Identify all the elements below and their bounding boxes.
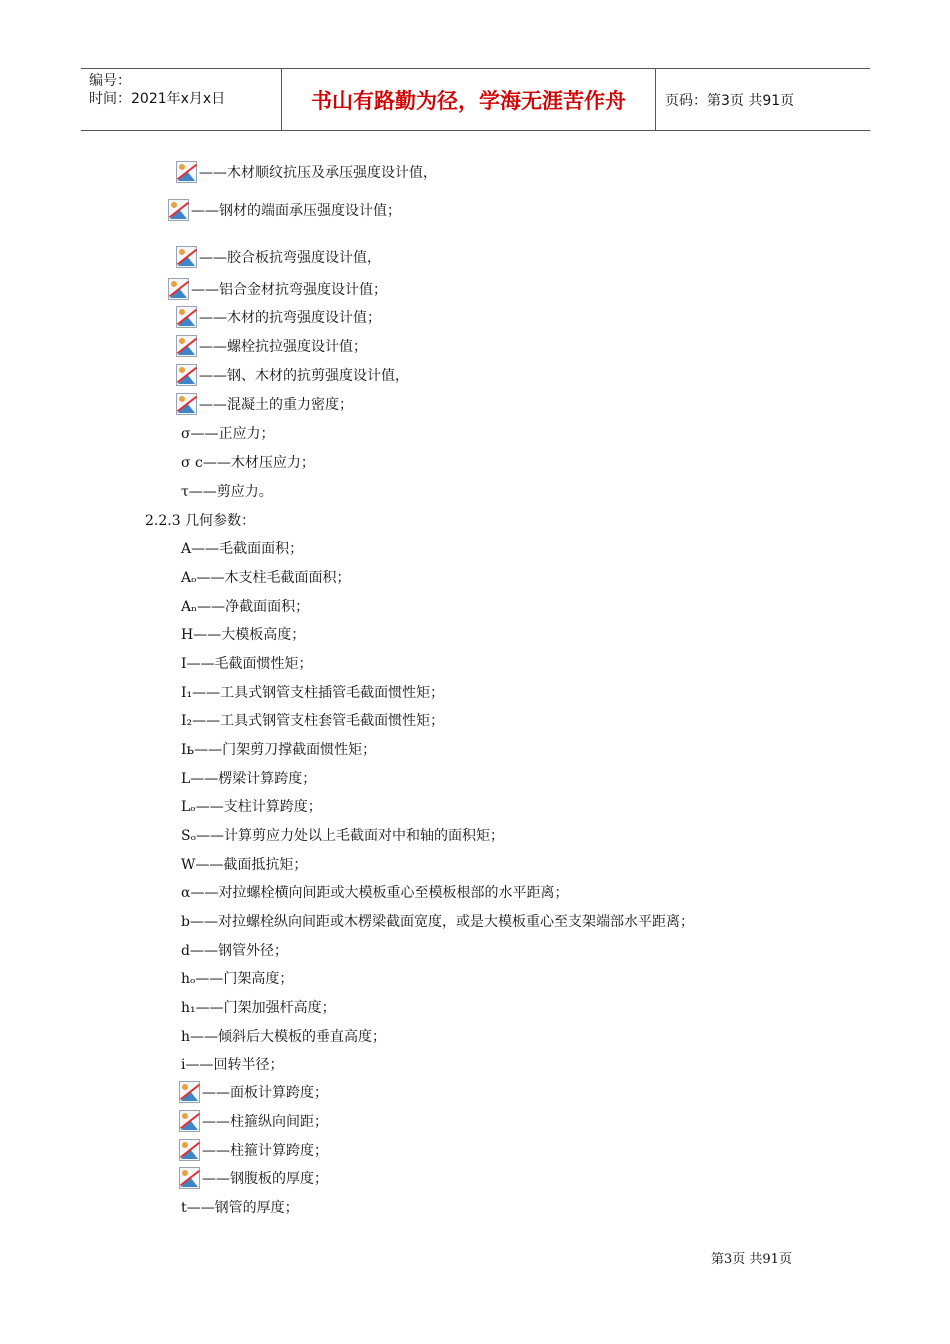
- line-text: ——面板计算跨度；: [202, 1085, 328, 1101]
- broken-image-icon: [179, 1110, 200, 1132]
- list-item: [181, 479, 273, 503]
- line-text: ——柱箍纵向间距；: [202, 1114, 328, 1130]
- line-text: L——楞梁计算跨度；: [181, 771, 317, 787]
- broken-image-icon: [176, 393, 197, 415]
- line-text: Lₒ——支柱计算跨度；: [181, 799, 322, 815]
- line-text: 2.2.3 几何参数：: [145, 513, 256, 529]
- list-item: [179, 1166, 328, 1190]
- list-item: [181, 651, 313, 675]
- list-item: [168, 277, 387, 301]
- broken-image-icon: [176, 161, 197, 183]
- header-motto: 书山有路勤为径，学海无涯苦作舟: [281, 69, 656, 130]
- list-item: [176, 245, 381, 269]
- line-text: h——倾斜后大模板的垂直高度；: [181, 1029, 387, 1045]
- broken-image-icon: [168, 278, 189, 300]
- line-text: Aₒ——木支柱毛截面面积；: [181, 570, 351, 586]
- header-page-number: 页码：第3页 共91页: [665, 92, 795, 109]
- page-header: [81, 68, 870, 131]
- list-item: [181, 421, 275, 445]
- list-item: [181, 594, 309, 618]
- broken-image-icon: [179, 1081, 200, 1103]
- line-text: ——钢腹板的厚度；: [202, 1171, 328, 1187]
- list-item: [181, 1052, 283, 1076]
- line-text: Iь——门架剪刀撑截面惯性矩；: [181, 742, 377, 758]
- broken-image-icon: [176, 306, 197, 328]
- list-item: [181, 938, 288, 962]
- line-text: I——毛截面惯性矩；: [181, 656, 313, 672]
- list-item: [181, 450, 315, 474]
- list-item: [179, 1080, 328, 1104]
- list-item: [176, 392, 353, 416]
- broken-image-icon: [168, 199, 189, 221]
- line-text: Sₒ——计算剪应力处以上毛截面对中和轴的面积矩；: [181, 828, 504, 844]
- page-footer: 第3页 共91页: [711, 1252, 792, 1267]
- line-text: h₁——门架加强杆高度；: [181, 1000, 336, 1016]
- broken-image-icon: [179, 1167, 200, 1189]
- list-item: [181, 766, 316, 790]
- list-item: [181, 565, 351, 589]
- line-text: W——截面抵抗矩；: [181, 857, 308, 873]
- list-item: [181, 536, 303, 560]
- list-item: [181, 708, 444, 732]
- line-text: ——木材顺纹抗压及承压强度设计值，: [199, 165, 437, 181]
- line-text: ——螺栓抗拉强度设计值；: [199, 339, 367, 355]
- list-item: [181, 966, 293, 990]
- line-text: b——对拉螺栓纵向间距或木楞梁截面宽度，或是大模板重心至支架端部水平距离；: [181, 914, 694, 930]
- line-text: Aₙ——净截面面积；: [181, 599, 310, 615]
- line-text: A——毛截面面积；: [181, 541, 304, 557]
- list-item: [181, 880, 568, 904]
- list-item: [176, 305, 381, 329]
- list-item: [176, 334, 367, 358]
- line-text: I₁——工具式钢管支柱插管毛截面惯性矩；: [181, 685, 445, 701]
- line-text: d——钢管外径；: [181, 943, 288, 959]
- list-item: [179, 1109, 328, 1133]
- line-text: hₒ——门架高度；: [181, 971, 294, 987]
- list-item: [181, 794, 322, 818]
- line-text: H——大模板高度；: [181, 627, 306, 643]
- line-text: t——钢管的厚度；: [181, 1200, 299, 1216]
- line-text: ——钢材的端面承压强度设计值；: [191, 203, 401, 219]
- list-item: [179, 1138, 328, 1162]
- line-text: α——对拉螺栓横向间距或大模板重心至模板根部的水平距离；: [181, 885, 569, 901]
- section-heading: [145, 508, 255, 532]
- list-item: [181, 823, 504, 847]
- list-item: [176, 363, 409, 387]
- line-text: ——胶合板抗弯强度设计值，: [199, 250, 381, 266]
- list-item: [181, 680, 444, 704]
- line-text: σ——正应力；: [181, 426, 275, 442]
- list-item: [181, 622, 305, 646]
- line-text: σ c——木材压应力；: [181, 455, 315, 471]
- header-meta: [89, 69, 281, 133]
- broken-image-icon: [176, 335, 197, 357]
- list-item: [181, 909, 694, 933]
- line-text: ——木材的抗弯强度设计值；: [199, 310, 381, 326]
- line-text: ——柱箍计算跨度；: [202, 1143, 328, 1159]
- list-item: [181, 1195, 299, 1219]
- date-label: 时间：2021年x月x日: [89, 91, 226, 107]
- line-text: I₂——工具式钢管支柱套管毛截面惯性矩；: [181, 713, 445, 729]
- list-item: [181, 995, 336, 1019]
- line-text: ——钢、木材的抗剪强度设计值，: [199, 368, 409, 384]
- line-text: ——混凝土的重力密度；: [199, 397, 353, 413]
- list-item: [181, 1024, 386, 1048]
- broken-image-icon: [179, 1139, 200, 1161]
- line-text: τ——剪应力。: [181, 484, 273, 500]
- line-text: i——回转半径；: [181, 1057, 284, 1073]
- broken-image-icon: [176, 364, 197, 386]
- list-item: [168, 198, 401, 222]
- list-item: [181, 852, 307, 876]
- list-item: [176, 160, 437, 184]
- broken-image-icon: [176, 246, 197, 268]
- list-item: [181, 737, 376, 761]
- serial-label: 编号：: [89, 73, 131, 89]
- line-text: ——铝合金材抗弯强度设计值；: [191, 282, 387, 298]
